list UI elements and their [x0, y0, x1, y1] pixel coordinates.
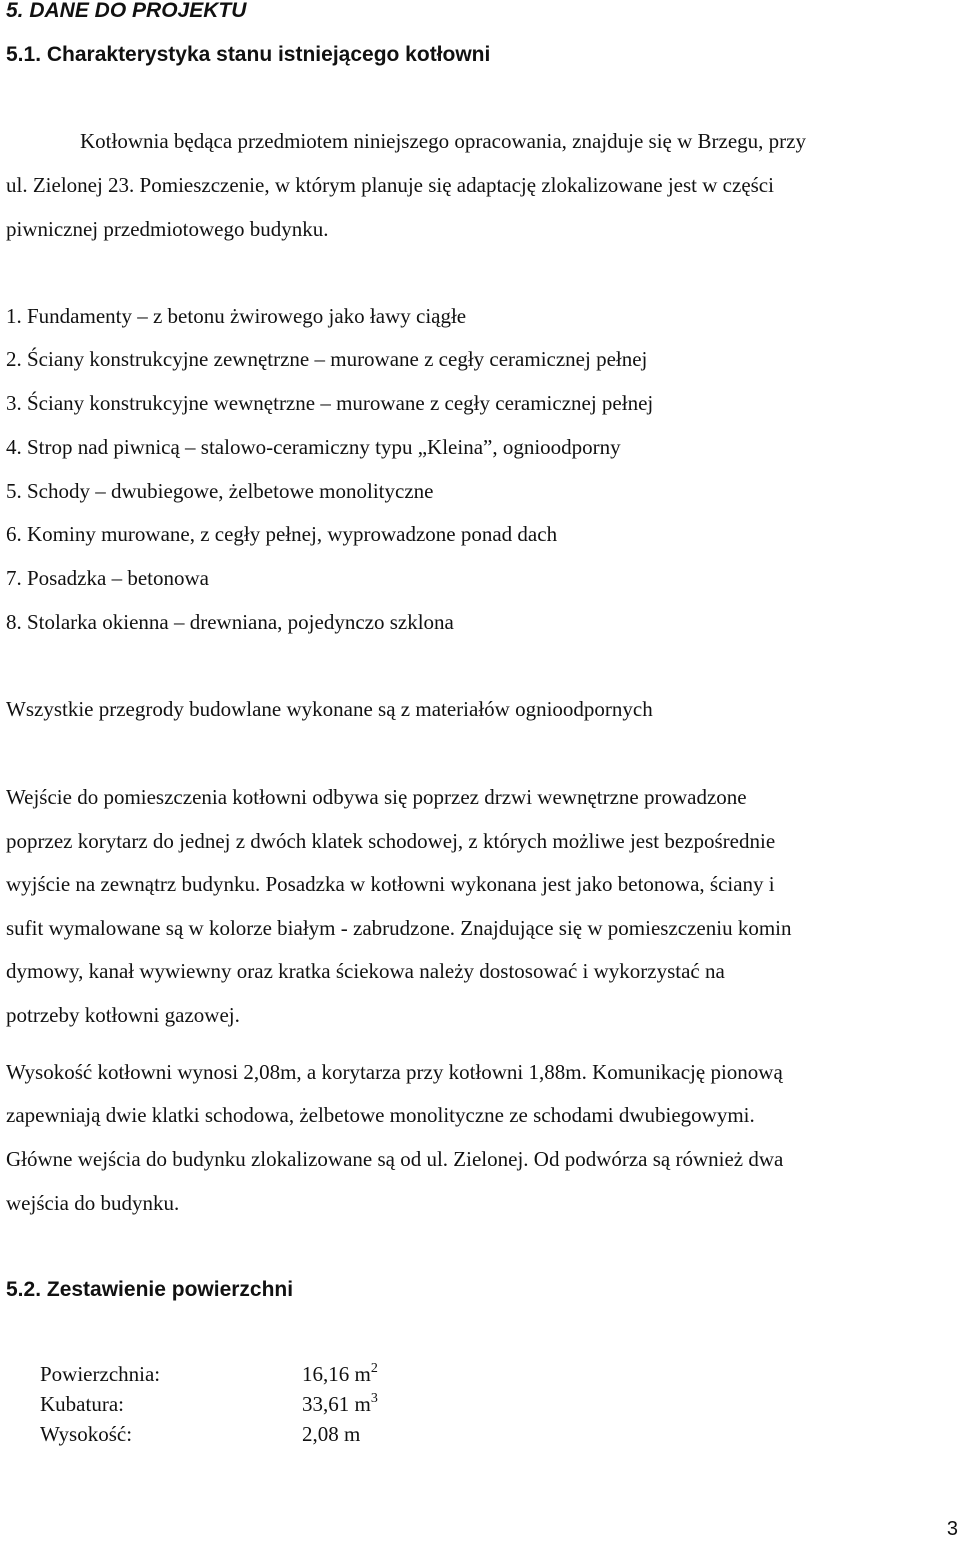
- list-item: 2. Ściany konstrukcyjne zewnętrzne – murowane z cegły ceramicznej pełnej: [6, 347, 648, 371]
- paragraph-line: dymowy, kanał wywiewny oraz kratka ściekowa należy dostosować i wykorzystać na: [6, 959, 725, 983]
- intro-line: ul. Zielonej 23. Pomieszczenie, w którym planuje się adaptację zlokalizowane jest w części: [6, 173, 774, 197]
- area-value: [302, 1419, 360, 1449]
- area-label: Kubatura:: [40, 1392, 124, 1416]
- paragraph-line: wyjście na zewnątrz budynku. Posadzka w kotłowni wykonana jest jako betonowa, ściany i: [6, 872, 775, 896]
- area-value-number: 33,61 m: [302, 1392, 371, 1416]
- section-heading-5-1: 5.1. Charakterystyka stanu istniejącego kotłowni: [6, 43, 491, 66]
- list-item: 1. Fundamenty – z betonu żwirowego jako ławy ciągłe: [6, 304, 467, 328]
- chapter-heading: 5. DANE DO PROJEKTU: [6, 0, 247, 22]
- fire-statement: Wszystkie przegrody budowlane wykonane są z materiałów ognioodpornych: [6, 697, 653, 721]
- section-heading-5-2: 5.2. Zestawienie powierzchni: [6, 1278, 294, 1301]
- area-label: Powierzchnia:: [40, 1362, 161, 1386]
- list-item: 3. Ściany konstrukcyjne wewnętrzne – murowane z cegły ceramicznej pełnej: [6, 391, 654, 415]
- intro-line: piwnicznej przedmiotowego budynku.: [6, 217, 329, 241]
- intro-line: Kotłownia będąca przedmiotem niniejszego opracowania, znajduje się w Brzegu, przy: [80, 129, 806, 153]
- area-unit-exponent: 3: [370, 1391, 378, 1406]
- page-number: 3: [946, 1518, 958, 1540]
- paragraph-line: potrzeby kotłowni gazowej.: [6, 1003, 240, 1027]
- paragraph-line: Wysokość kotłowni wynosi 2,08m, a korytarza przy kotłowni 1,88m. Komunikację pionową: [6, 1060, 783, 1084]
- paragraph-line: sufit wymalowane są w kolorze białym - zabrudzone. Znajdujące się w pomieszczeniu komin: [6, 916, 792, 940]
- list-item: 5. Schody – dwubiegowe, żelbetowe monolityczne: [6, 479, 434, 503]
- paragraph-line: wejścia do budynku.: [6, 1191, 180, 1215]
- area-label: Wysokość:: [40, 1422, 133, 1446]
- list-item: 6. Kominy murowane, z cegły pełnej, wyprowadzone ponad dach: [6, 522, 558, 546]
- area-value: [302, 1389, 378, 1419]
- list-item: 8. Stolarka okienna – drewniana, pojedynczo szklona: [6, 610, 454, 634]
- paragraph-line: Główne wejścia do budynku zlokalizowane są od ul. Zielonej. Od podwórza są również dwa: [6, 1147, 784, 1171]
- list-item: 7. Posadzka – betonowa: [6, 566, 209, 590]
- area-value: [302, 1359, 378, 1389]
- paragraph-line: Wejście do pomieszczenia kotłowni odbywa się poprzez drzwi wewnętrzne prowadzone: [6, 785, 747, 809]
- list-item: 4. Strop nad piwnicą – stalowo-ceramiczny typu „Kleina”, ognioodporny: [6, 435, 621, 459]
- area-value-number: 2,08 m: [302, 1422, 361, 1446]
- area-unit-exponent: 2: [370, 1361, 378, 1376]
- paragraph-line: zapewniają dwie klatki schodowa, żelbetowe monolityczne ze schodami dwubiegowymi.: [6, 1103, 755, 1127]
- paragraph-line: poprzez korytarz do jednej z dwóch klatek schodowej, z których możliwe jest bezpośrednie: [6, 829, 776, 853]
- area-value-number: 16,16 m: [302, 1362, 371, 1386]
